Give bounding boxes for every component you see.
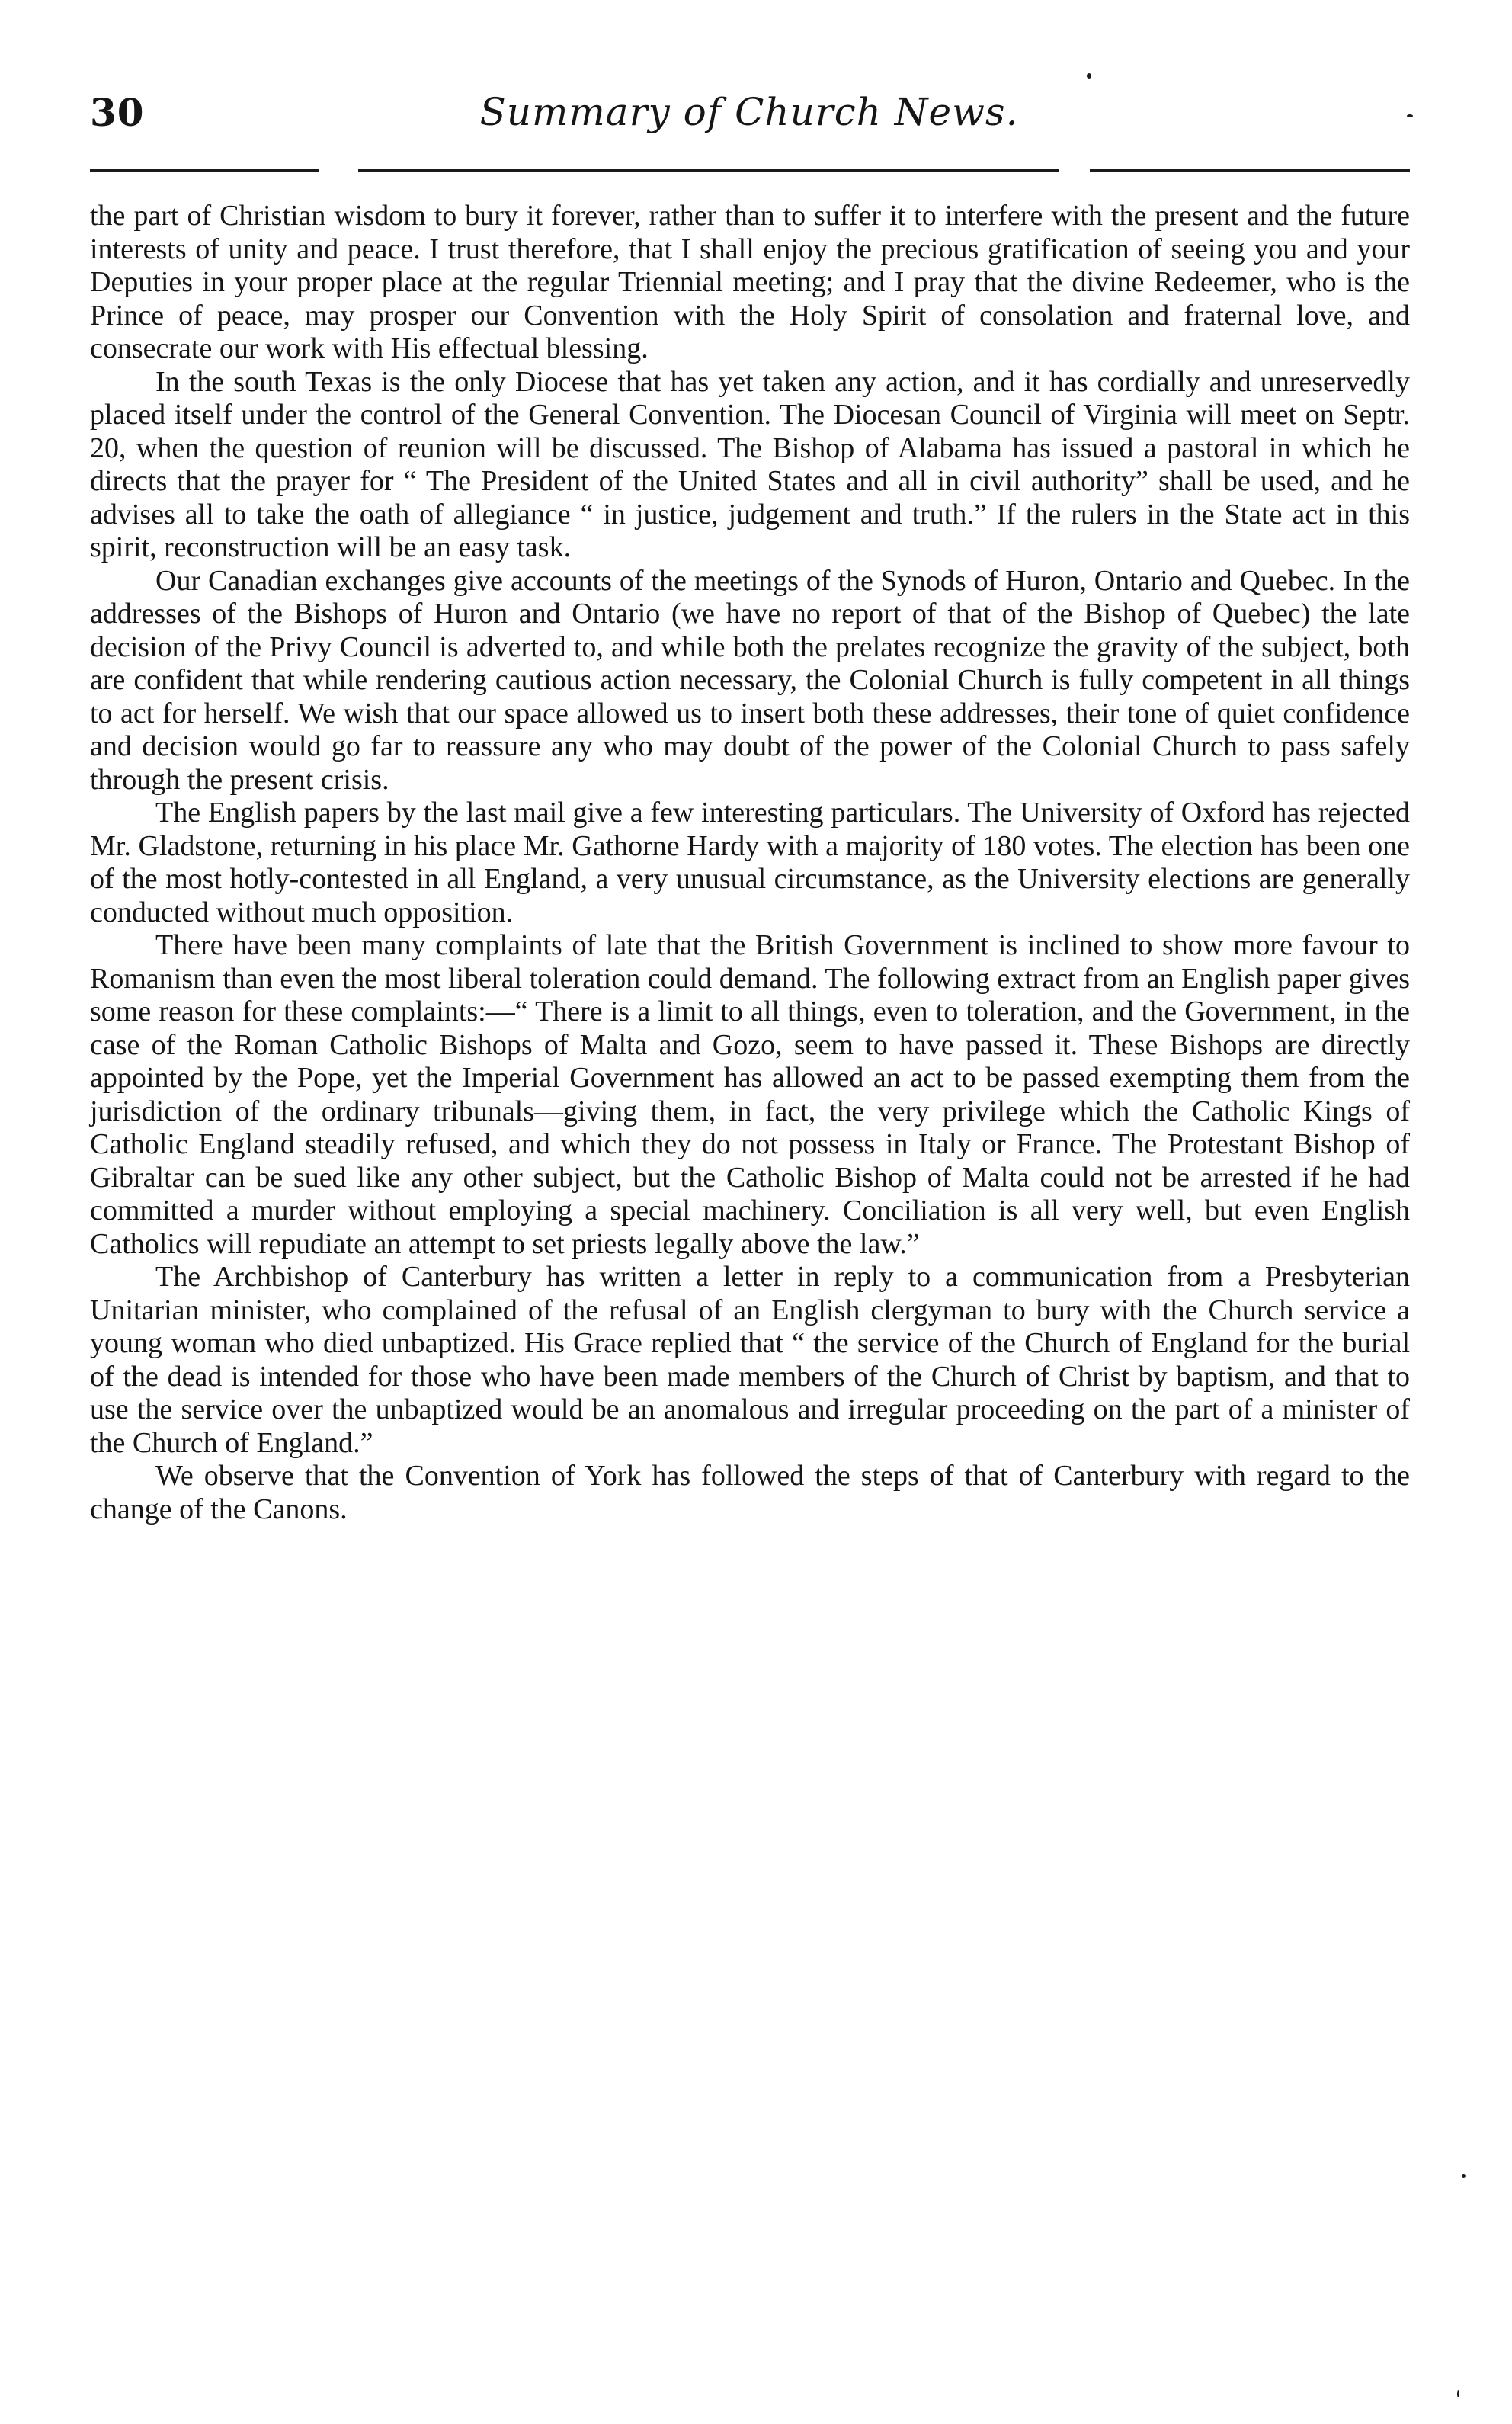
running-title: Summary of Church News.: [479, 90, 1019, 134]
paragraph-york-convention: We observe that the Convention of York has followed the steps of that of Canterbury with regard to the change of the Canons.: [90, 1460, 1410, 1525]
paragraph-romanism-complaints: There have been many complaints of late that the British Government is inclined to show more favour to Romanism than even the most liberal toleration could demand. The following extract from an English paper gives some reason for these complaints:—“ There is a limit to all things, even to toleration, and the Government, in the case of the Roman Catholic Bishops of Malta and Gozo, seem to have passed it. These Bishops are directly appointed by the Pope, yet the Imperial Government has allowed an act to be passed exempting them from the jurisdiction of the ordinary tribunals—giving them, in fact, the very privilege which the Catholic Kings of Catholic England steadily refused, and which they do not possess in Italy or France. The Protestant Bishop of Gibraltar can be sued like any other subject, but the Catholic Bishop of Malta could not be arrested if he had committed a murder without employing a special machinery. Conciliation is all very well, but even English Catholics will repudiate an attempt to set priests legally above the law.”: [90, 929, 1410, 1260]
stray-ink-mark: [1407, 114, 1413, 117]
paragraph-archbishop-letter: The Archbishop of Canterbury has written a letter in reply to a communication from a Presbyterian Unitarian minister, who complained of the refusal of an English clergyman to bury with the Church service a young woman who died unbaptized. His Grace replied that “ the service of the Church of England for the burial of the dead is intended for those who have been made members of the Church of Christ by baptism, and that to use the service over the unbaptized would be an anomalous and irregular proceeding on the part of a minister of the Church of England.”: [90, 1261, 1410, 1459]
stray-ink-mark: [1457, 2390, 1459, 2397]
paragraph-canadian-synods: Our Canadian exchanges give accounts of the meetings of the Synods of Huron, Ontario and Quebec. In the addresses of the Bishops of Huron and Ontario (we have no report of that of the Bishop of Quebec) the late decision of the Privy Council is adverted to, and while both the prelates recognize the gravity of the subject, both are confident that while rendering cautious action necessary, the Colonial Church is fully competent in all things to act for herself. We wish that our space allowed us to insert both these addresses, their tone of quiet confidence and decision would go far to reassure any who may doubt of the power of the Colonial Church to pass safely through the present crisis.: [90, 564, 1410, 796]
stray-ink-mark: [1087, 73, 1091, 79]
stray-ink-mark: [1462, 2174, 1466, 2178]
header-rule-right: [1090, 169, 1410, 172]
paragraph-texas: In the south Texas is the only Diocese that has yet taken any action, and it has cordially and unreservedly placed itself under the control of the General Convention. The Diocesan Council of Virginia will meet on Septr. 20, when the question of reunion will be discussed. The Bishop of Alabama has issued a pastoral in which he directs that the prayer for “ The President of the United States and all in civil authority” shall be used, and he advises all to take the oath of allegiance “ in justice, judgement and truth.” If the rulers in the State act in this spirit, reconstruction will be an easy task.: [90, 365, 1410, 563]
page-number: 30: [90, 90, 145, 135]
article-body: [90, 200, 1410, 1526]
paragraph-oxford-election: The English papers by the last mail give a few interesting particulars. The University of Oxford has rejected Mr. Gladstone, returning in his place Mr. Gathorne Hardy with a majority of 180 votes. The election has been one of the most hotly-contested in all England, a very unusual circumstance, as the University elections are generally conducted without much opposition.: [90, 797, 1410, 928]
paragraph-continued: the part of Christian wisdom to bury it forever, rather than to suffer it to interfere with the present and the future interests of unity and peace. I trust therefore, that I shall enjoy the precious gratification of seeing you and your Deputies in your proper place at the regular Triennial meeting; and I pray that the divine Redeemer, who is the Prince of peace, may prosper our Convention with the Holy Spirit of consolation and fraternal love, and consecrate our work with His effectual blessing.: [90, 200, 1410, 364]
header-rule-center: [358, 169, 1059, 172]
page-header: [90, 90, 1408, 151]
header-rule-left: [90, 169, 319, 172]
